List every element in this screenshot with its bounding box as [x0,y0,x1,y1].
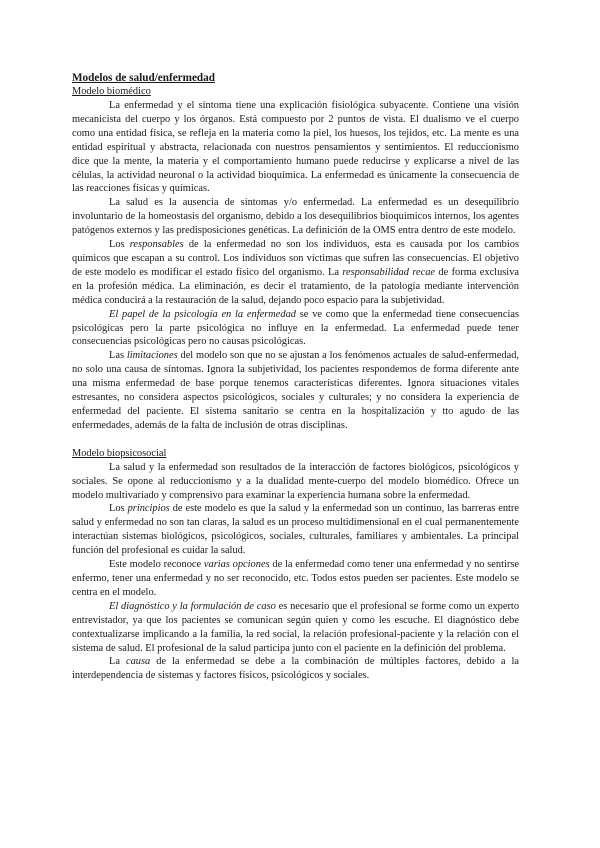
text-run: de la enfermedad como tener una enfermedad y no sentirse enfermo, tener una enfermedad y no ser reconocido, etc. Todos estos pueden ser pacientes. Este modelo se centra en el modelo. [72,559,519,598]
document-body [72,85,519,683]
paragraph [72,349,519,432]
document-page [72,71,519,683]
document-title: Modelos de salud/enfermedad [72,72,215,84]
paragraph [72,99,519,196]
text-run: de forma exclusiva en la profesión médica. La eliminación, es decir el tratamiento, de la patología mediante intervención médica conducirá a la restauración de la salud, dejando poco espacio para la subjetividad. [72,266,519,306]
paragraph [72,196,519,238]
paragraph [72,655,519,683]
text-run: Los [109,503,128,515]
paragraph [72,502,519,558]
italic-term: responsabilidad recae [342,266,436,278]
text-run: La enfermedad y el síntoma tiene una explicación fisiológica subyacente. Contiene una visión mecanicista del cuerpo y los órganos. Está compuesto por 2 puntos de vista. El dualismo ve el cuerpo como una entidad física, se refleja en la materia como la piel, los huesos, los tejidos, etc. La mente es una entidad espiritual y abstracta, relacionada con nuestros pensamientos y sentimientos. El reduccionismo dice que la mente, la materia y el comportamiento humano puede reducirse y explicarse a nivel de las células, la actividad neuronal o la actividad bioquímica. La enfermedad es únicamente la consecuencia de las reacciones físicas y químicas. [72,100,519,195]
italic-term: responsables [129,239,184,251]
italic-term: principios [127,503,170,515]
text-run: es necesario que el profesional se forme como un experto entrevistador, ya que los pacientes se comunican según quien y como les escuche. El diagnóstico debe contextualizarse implicando a la familia, la red social, la relación profesional-paciente y la relación con el sistema de salud. El profesional de la salud participa junto con el paciente en la definición del problema. [72,600,520,654]
text-run: Este modelo reconoce [109,559,204,571]
paragraph [72,238,519,308]
paragraph [72,600,519,656]
section-heading: Modelo biopsicosocial [72,447,167,459]
paragraph [72,558,519,600]
text-run: se ve como que la enfermedad tiene consecuencias psicológicas pero la parte psicológica no influye en la enfermedad. La enfermedad puede tener consecuencias psicológicas pero no causas psicológicas. [72,308,519,348]
text-run: La salud es la ausencia de síntomas y/o enfermedad. La enfermedad es un desequilibrio involuntario de la homeostasis del organismo, debido a los desequilibrios bioquímicos internos, los agentes patógenos externos y las predisposiciones genéticas. La definición de la OMS entra dentro de este modelo. [72,197,519,237]
section-heading: Modelo biomédico [72,86,151,97]
text-run: La [109,656,126,668]
paragraph [72,461,519,503]
text-run: de la enfermedad se debe a la combinación de múltiples factores, debido a la interdependencia de sistemas y factores físicos, psicológicos y sociales. [72,656,519,682]
italic-term: causa [125,656,151,668]
text-run: La salud y la enfermedad son resultados de la interacción de factores biológicos, psicológicos y sociales. Se opone al reduccionismo y a la dualidad mente-cuerpo del modelo biomédico. Ofrece un modelo multivariado y comprensivo para examinar la experiencia humana sobre la enfermedad. [72,461,519,501]
italic-term: limitaciones [126,350,178,362]
text-run: Los [109,239,130,251]
italic-term: varias opciones [203,559,270,571]
text-run: Las [109,350,127,362]
paragraph [72,308,519,350]
italic-term: El diagnóstico y la formulación de caso [109,600,276,612]
text-run: de este modelo es que la salud y la enfermedad son un continuo, las barreras entre salud y enfermedad no son tan claras, la salud es un proceso multidimensional en el cual permanentemente interactúan sistemas biológicos, psicológicos, sociales, culturales, familiares y ambientales. La principal función del profesional es cuidar la salud. [72,503,519,557]
italic-term: El papel de la psicología en la enfermedad [109,308,296,320]
text-run: del modelo son que no se ajustan a los fenómenos actuales de salud-enfermedad, no solo una causa de síntomas. Ignora la subjetividad, los pacientes respondemos de forma diferente ante una misma enfermedad de base porque tenemos características diferentes. Ignora situaciones vitales estresantes, no considera aspectos psicológicos, sociales y culturales; y no considera la experiencia de enfermedad del paciente. El sistema sanitario se centra en la hospitalización y tto agudo de las enfermedades, además de la falta de inclusión de otras disciplinas. [72,350,520,431]
text-run: de la enfermedad no son los individuos, esta es causada por los cambios químicos que escapan a su control. Los individuos son víctimas que sufren las consecuencias. El objetivo de este modelo es modificar el estado físico del organismo. La [72,239,519,278]
